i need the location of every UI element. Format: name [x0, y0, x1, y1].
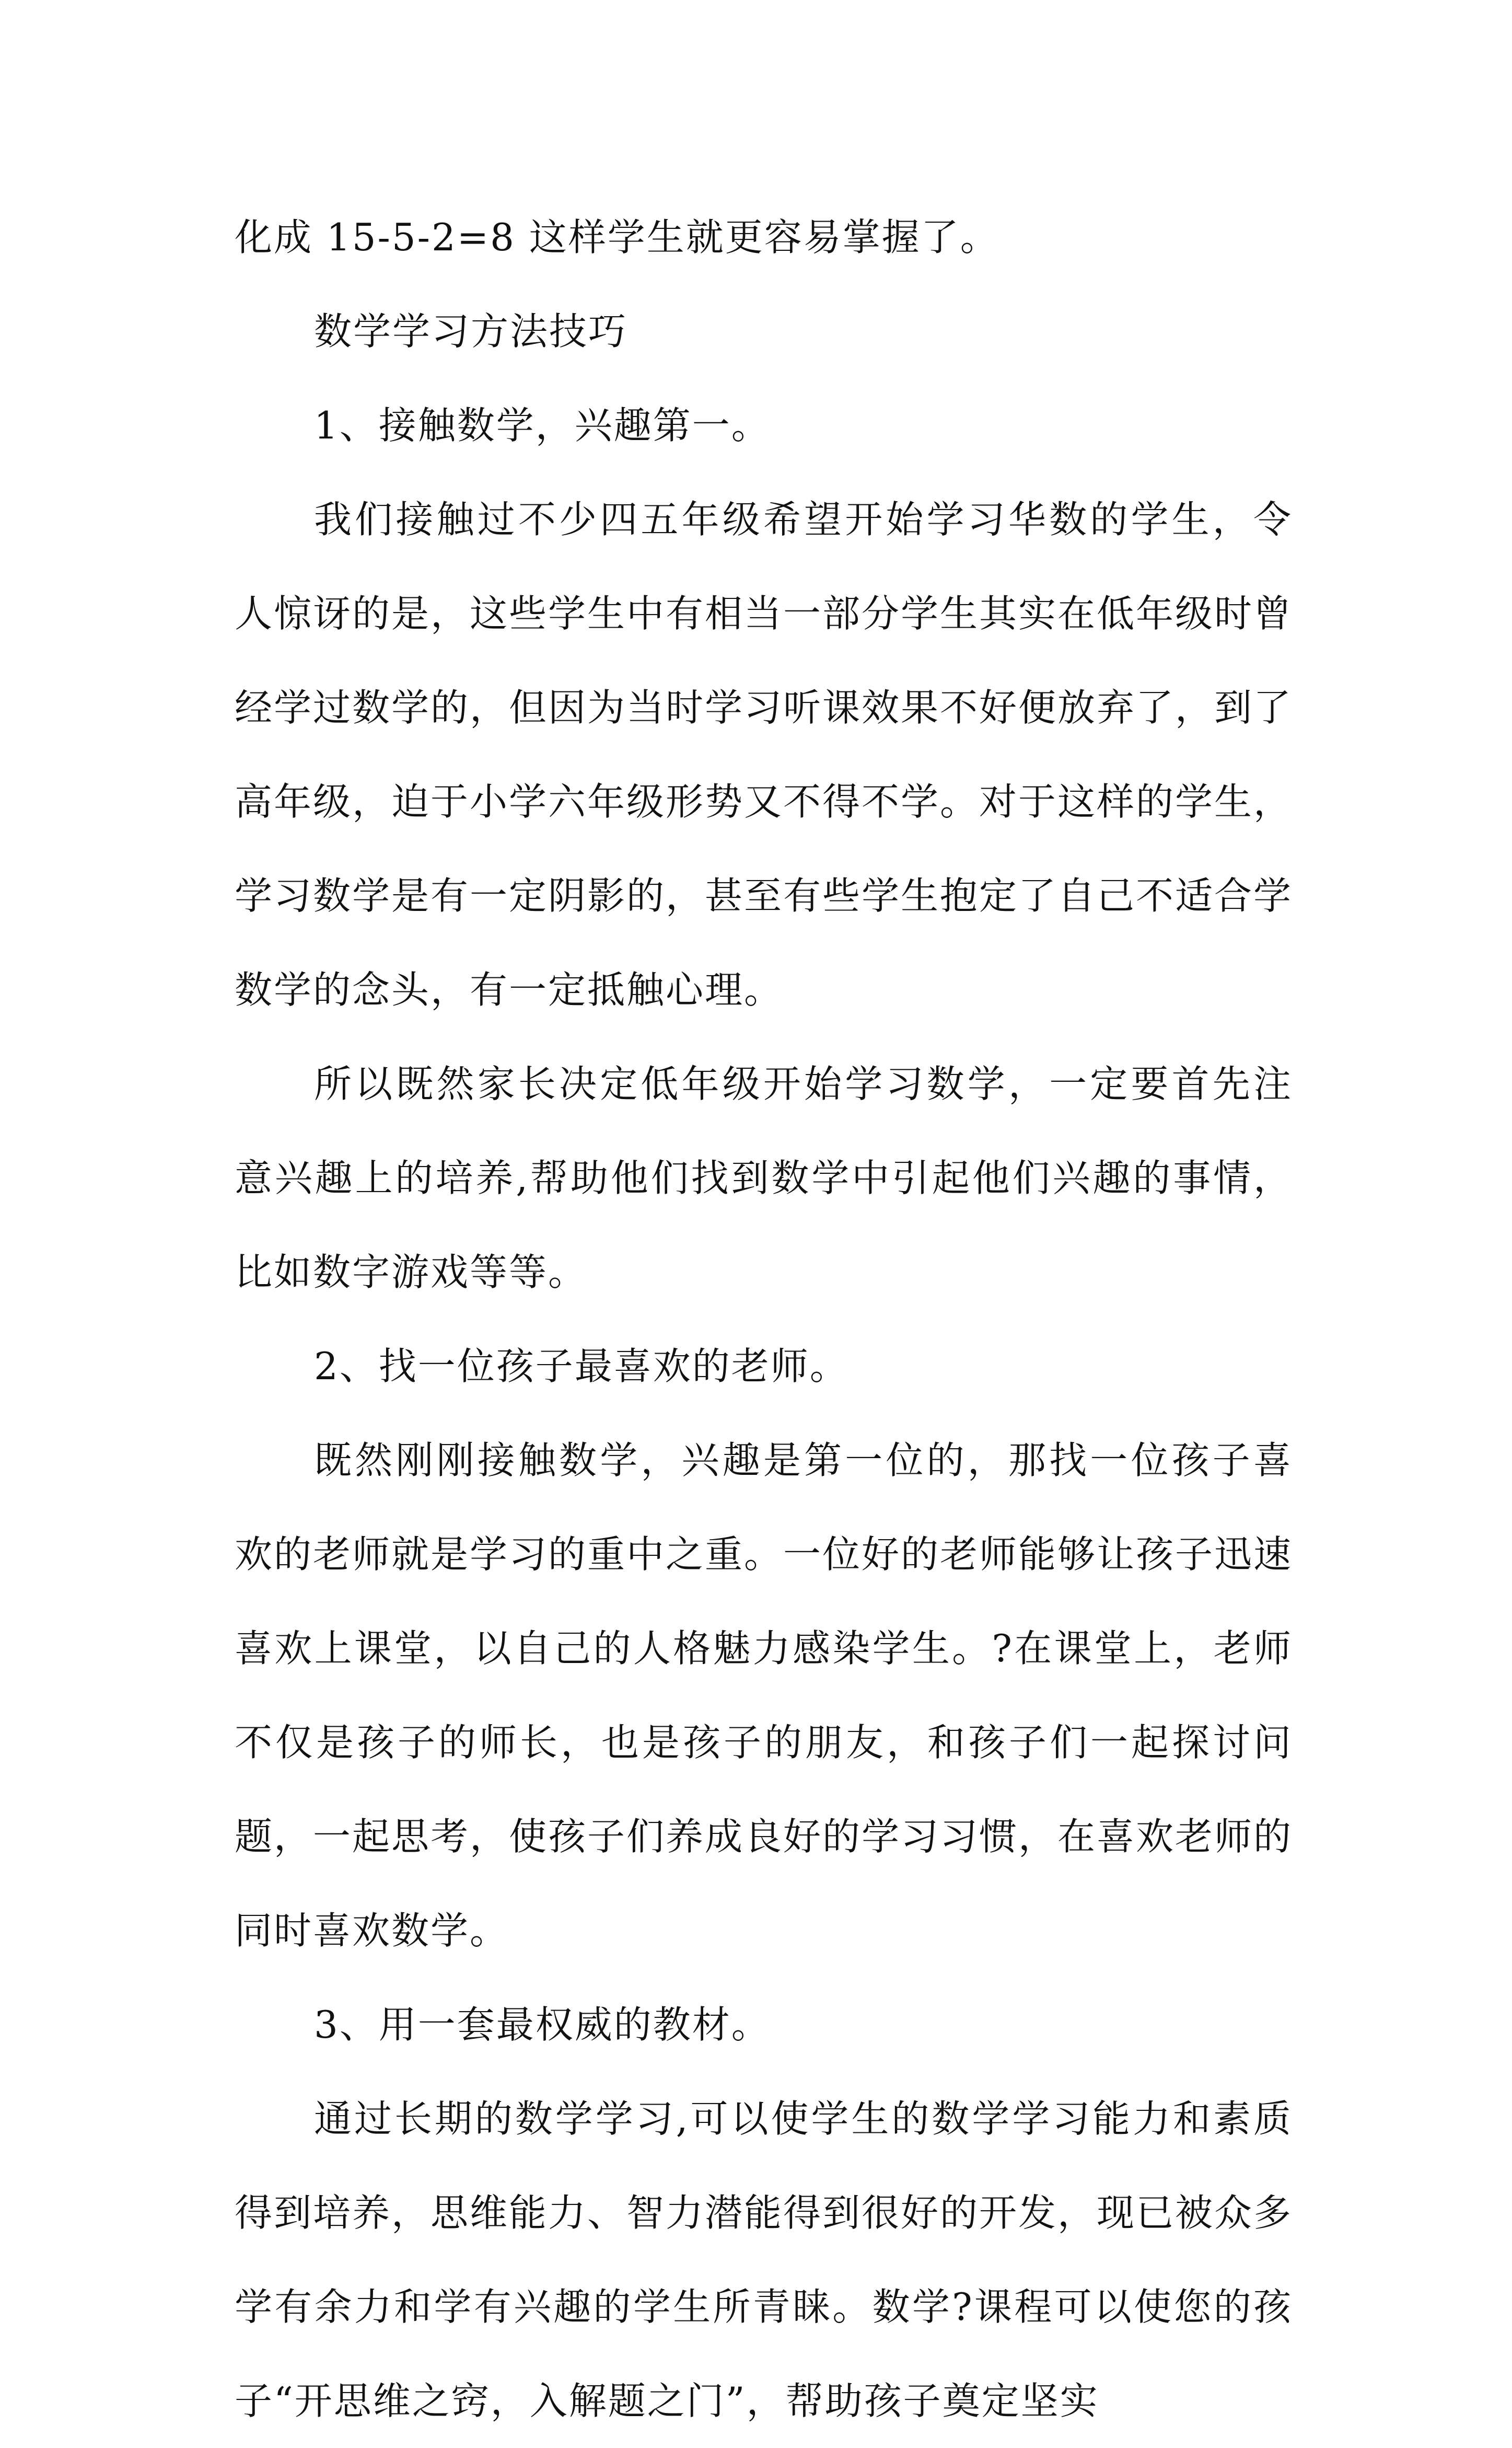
subheading-1: 1、接触数学，兴趣第一。 — [314, 403, 771, 447]
subheading-2: 2、找一位孩子最喜欢的老师。 — [314, 1344, 849, 1388]
body-text — [235, 190, 1293, 2448]
subheading-3: 3、用一套最权威的教材。 — [314, 2003, 771, 2047]
paragraph: 所以既然家长决定低年级开始学习数学，一定要首先注意兴趣上的培养,帮助他们找到数学中引起他们兴趣的事情，比如数字游戏等等。 — [235, 1062, 1293, 1294]
paragraph: 通过长期的数学学习,可以使学生的数学学习能力和素质得到培养，思维能力、智力潜能得到很好的开发，现已被众多学有余力和学有兴趣的学生所青睐。数学?课程可以使您的孩子“开思维之窍，入解题之门”，帮助孩子奠定坚实 — [235, 2097, 1293, 2423]
section-heading: 数学学习方法技巧 — [314, 309, 628, 353]
paragraph: 我们接触过不少四五年级希望开始学习华数的学生，令人惊讶的是，这些学生中有相当一部分学生其实在低年级时曾经学过数学的，但因为当时学习听课效果不好便放弃了，到了高年级，迫于小学六年级形势又不得不学。对于这样的学生，学习数学是有一定阴影的，甚至有些学生抱定了自己不适合学数学的念头，有一定抵触心理。 — [235, 498, 1293, 1012]
paragraph: 既然刚刚接触数学，兴趣是第一位的，那找一位孩子喜欢的老师就是学习的重中之重。一位好的老师能够让孩子迅速喜欢上课堂，以自己的人格魅力感染学生。?在课堂上，老师不仅是孩子的师长，也是孩子的朋友，和孩子们一起探讨问题，一起思考，使孩子们养成良好的学习习惯，在喜欢老师的同时喜欢数学。 — [235, 1438, 1293, 1953]
paragraph-continuation: 化成 15-5-2=8 这样学生就更容易掌握了。 — [235, 215, 999, 259]
